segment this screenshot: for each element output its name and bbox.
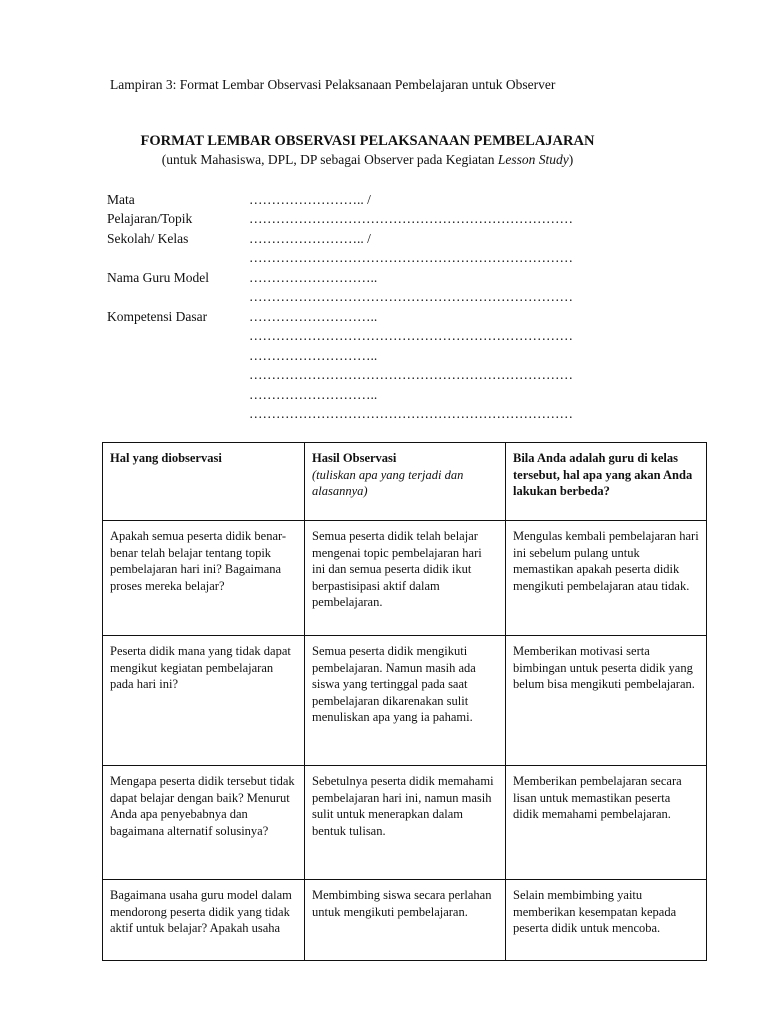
fill-line: ……………………….. [249, 348, 378, 363]
fill-line: ……………………………………………………………… [249, 211, 573, 226]
appendix-caption: Lampiran 3: Format Lembar Observasi Pelaksanaan Pembelajaran untuk Observer [110, 77, 556, 92]
header-bila-anda-guru: Bila Anda adalah guru di kelas tersebut, hal apa yang akan Anda lakukan berbeda? [506, 443, 707, 521]
subtitle-suffix: ) [568, 152, 574, 167]
document-subtitle [0, 152, 735, 168]
label-mata: Mata [107, 192, 135, 207]
cell-beda: Memberikan pembelajaran secara lisan untuk memastikan peserta didik memahami pembelajaran. [506, 766, 707, 880]
cell-beda: Selain membimbing yaitu memberikan kesempatan kepada peserta didik untuk mencoba. [506, 880, 707, 961]
table-row [103, 636, 707, 766]
fill-line: …………………….. / [249, 231, 371, 246]
cell-beda: Mengulas kembali pembelajaran hari ini sebelum pulang untuk memastikan apakah peserta didik mengikuti pembelajaran atau tidak. [506, 521, 707, 636]
fill-line: ……………………………………………………………… [249, 328, 573, 343]
label-pelajaran-topik: Pelajaran/Topik [107, 211, 193, 226]
header-hasil-title: Hasil Observasi [312, 451, 397, 465]
fill-line: ……………………………………………………………… [249, 289, 573, 304]
label-kompetensi-dasar: Kompetensi Dasar [107, 309, 208, 324]
label-sekolah-kelas: Sekolah/ Kelas [107, 231, 189, 246]
cell-hasil: Semua peserta didik mengikuti pembelajaran. Namun masih ada siswa yang tertinggal pada saat pembelajaran dikarenakan sulit menuliskan apa yang ia pahami. [305, 636, 506, 766]
cell-hasil: Membimbing siswa secara perlahan untuk mengikuti pembelajaran. [305, 880, 506, 961]
cell-question: Mengapa peserta didik tersebut tidak dapat belajar dengan baik? Menurut Anda apa penyebabnya dan bagaimana alternatif solusinya? [103, 766, 305, 880]
cell-beda: Memberikan motivasi serta bimbingan untuk peserta didik yang belum bisa mengikuti pembelajaran. [506, 636, 707, 766]
fill-line: ……………………………………………………………… [249, 250, 573, 265]
table-row [103, 880, 707, 961]
cell-question: Peserta didik mana yang tidak dapat mengikut kegiatan pembelajaran pada hari ini? [103, 636, 305, 766]
subtitle-prefix: (untuk Mahasiswa, DPL, DP sebagai Observer pada Kegiatan [161, 152, 498, 167]
cell-hasil: Sebetulnya peserta didik memahami pembelajaran hari ini, namun masih sulit untuk menerapkan dalam bentuk tulisan. [305, 766, 506, 880]
cell-hasil: Semua peserta didik telah belajar mengenai topic pembelajaran hari ini dan semua peserta didik ikut berpastisipasi aktif dalam pembelajaran. [305, 521, 506, 636]
cell-question: Apakah semua peserta didik benar-benar telah belajar tentang topik pembelajaran hari ini? Bagaimana proses mereka belajar? [103, 521, 305, 636]
header-hasil-observasi [305, 443, 506, 521]
cell-question: Bagaimana usaha guru model dalam mendorong peserta didik yang tidak aktif untuk belajar? Apakah usaha [103, 880, 305, 961]
table-header-row [103, 443, 707, 521]
label-nama-guru-model: Nama Guru Model [107, 270, 209, 285]
fill-line: ……………………….. [249, 309, 378, 324]
header-hal-diobservasi: Hal yang diobservasi [103, 443, 305, 521]
fill-line: …………………….. / [249, 192, 371, 207]
fill-line: ……………………….. [249, 387, 378, 402]
header-hasil-subtitle: (tuliskan apa yang terjadi dan alasannya) [312, 467, 464, 499]
fill-line: ……………………………………………………………… [249, 367, 573, 382]
observation-table [102, 442, 707, 961]
table-row [103, 766, 707, 880]
fill-line: ……………………….. [249, 270, 378, 285]
fill-line: ……………………………………………………………… [249, 406, 573, 421]
table-row [103, 521, 707, 636]
subtitle-italic: Lesson Study [497, 152, 569, 167]
document-title: FORMAT LEMBAR OBSERVASI PELAKSANAAN PEMBELAJARAN [140, 133, 595, 149]
